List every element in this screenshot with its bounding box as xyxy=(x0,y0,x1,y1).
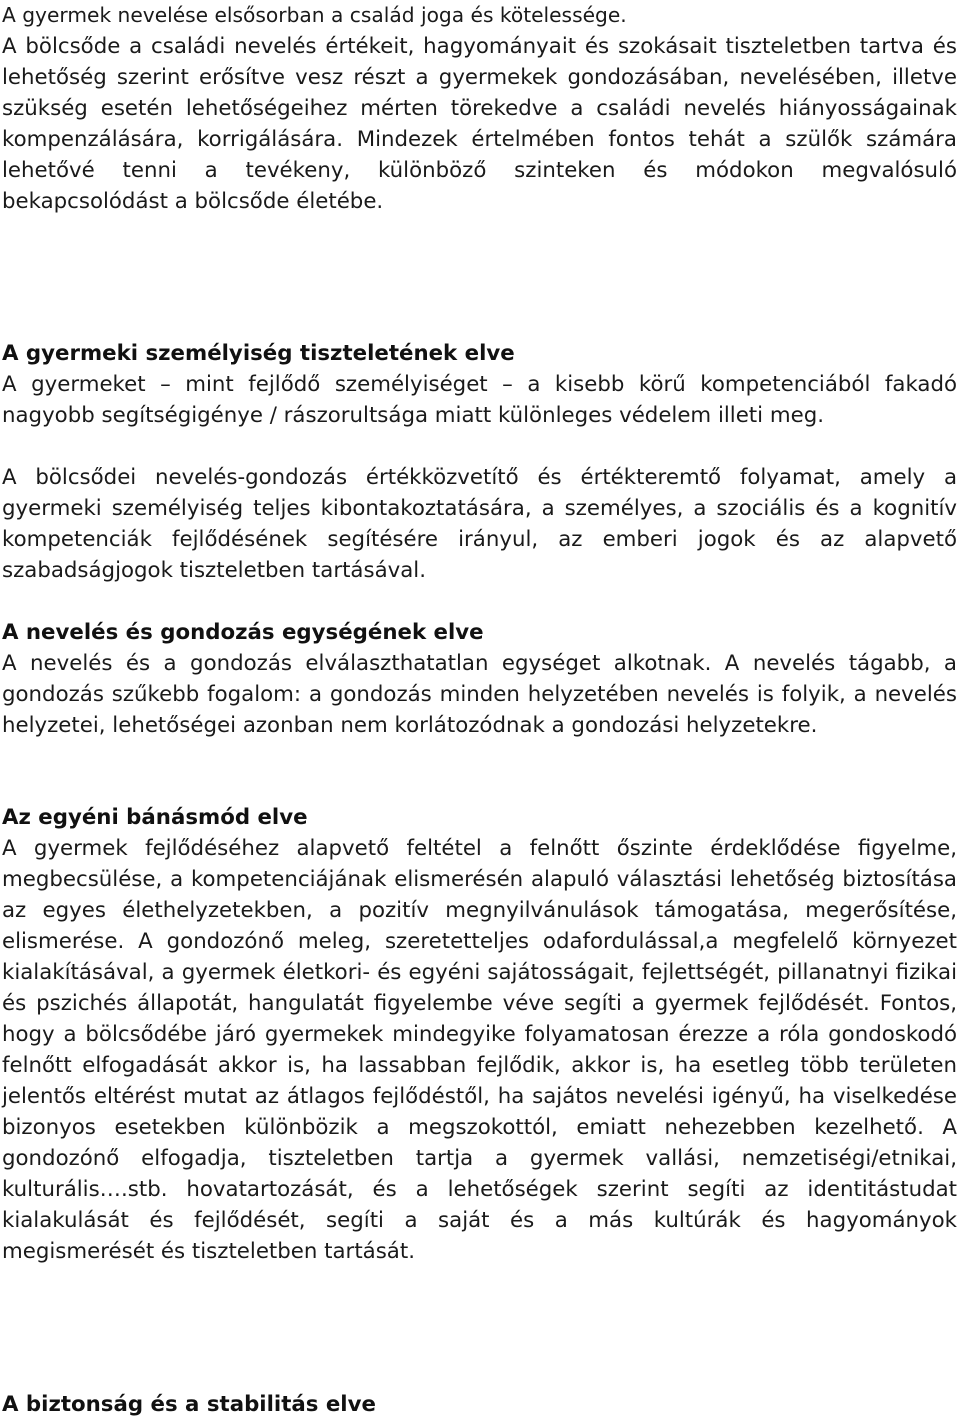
section-heading-safety-stability: A biztonság és a stabilitás elve xyxy=(2,1392,376,1417)
section-paragraph-personality-1: A gyermeket – mint fejlődő személyiséget – a kisebb körű kompetenciából fakadó nagyobb segítségigénye / rászorultsága miatt különleges védelem illeti meg. xyxy=(2,372,957,428)
intro-paragraph-2: A bölcsőde a családi nevelés értékeit, hagyományait és szokásait tiszteletben tartva és lehetőség szerint erősítve vesz részt a gyermekek gondozásában, nevelésében, illetve szükség esetén lehetőségeihez mérten törekedve a családi nevelés hiányosságainak kompenzálására, korrigálására. Mindezek értelmében fontos tehát a szülők számára lehetővé tenni a tevékeny, különböző szinteken és módokon megvalósuló bekapcsolódást a bölcsőde életébe. xyxy=(2,34,957,214)
section-paragraph-care-unity: A nevelés és a gondozás elválaszthatatlan egységet alkotnak. A nevelés tágabb, a gondozás szűkebb fogalom: a gondozás minden helyzetében nevelés is folyik, a nevelés helyzetei, lehetőségei azonban nem korlátozódnak a gondozási helyzetekre. xyxy=(2,651,957,738)
section-heading-personality-respect: A gyermeki személyiség tiszteletének elve xyxy=(2,341,515,366)
section-paragraph-individual-treatment: A gyermek fejlődéséhez alapvető feltétel a felnőtt őszinte érdeklődése figyelme, megbecsülése, a kompetenciájának elismerésén alapuló választási lehetőség biztosítása az egyes élethelyzetekben, a pozitív megnyilvánulások támogatása, megerősítése, elismerése. A gondozónő meleg, szeretetteljes odafordulással,a megfelelő környezet kialakításával, a gyermek életkori- és egyéni sajátosságait, fejlettségét, pillanatnyi fizikai és pszichés állapotát, hangulatát figyelembe véve segíti a gyermek fejlődését. Fontos, hogy a bölcsődébe járó gyermekek mindegyike folyamatosan érezze a róla gondoskodó felnőtt elfogadását akkor is, ha lassabban fejlődik, akkor is, ha esetleg több területen jelentős eltérést mutat az átlagos fejlődéstől, ha sajátos nevelési igényű, ha viselkedése bizonyos esetekben különbözik a megszokottól, emiatt nehezebben kezelhető. A gondozónő elfogadja, tiszteletben tartja a gyermek vallási, nemzetiségi/etnikai, kulturális….stb. hovatartozását, és a lehetőségek szerint segíti az identitástudat kialakulását és fejlődését, segíti a saját és a más kultúrák és hagyományok megismerését és tiszteletben tartását. xyxy=(2,836,957,1264)
section-paragraph-personality-2: A bölcsődei nevelés-gondozás értékközvetítő és értékteremtő folyamat, amely a gyermeki személyiség teljes kibontakoztatására, a személyes, a szociális és a kognitív kompetenciák fejlődésének segítésére irányul, az emberi jogok és az alapvető szabadságjogok tiszteletben tartásával. xyxy=(2,465,957,583)
section-heading-care-unity: A nevelés és gondozás egységének elve xyxy=(2,620,484,645)
section-heading-individual-treatment: Az egyéni bánásmód elve xyxy=(2,805,308,830)
intro-paragraph-1: A gyermek nevelése elsősorban a család joga és kötelessége. xyxy=(2,3,627,27)
